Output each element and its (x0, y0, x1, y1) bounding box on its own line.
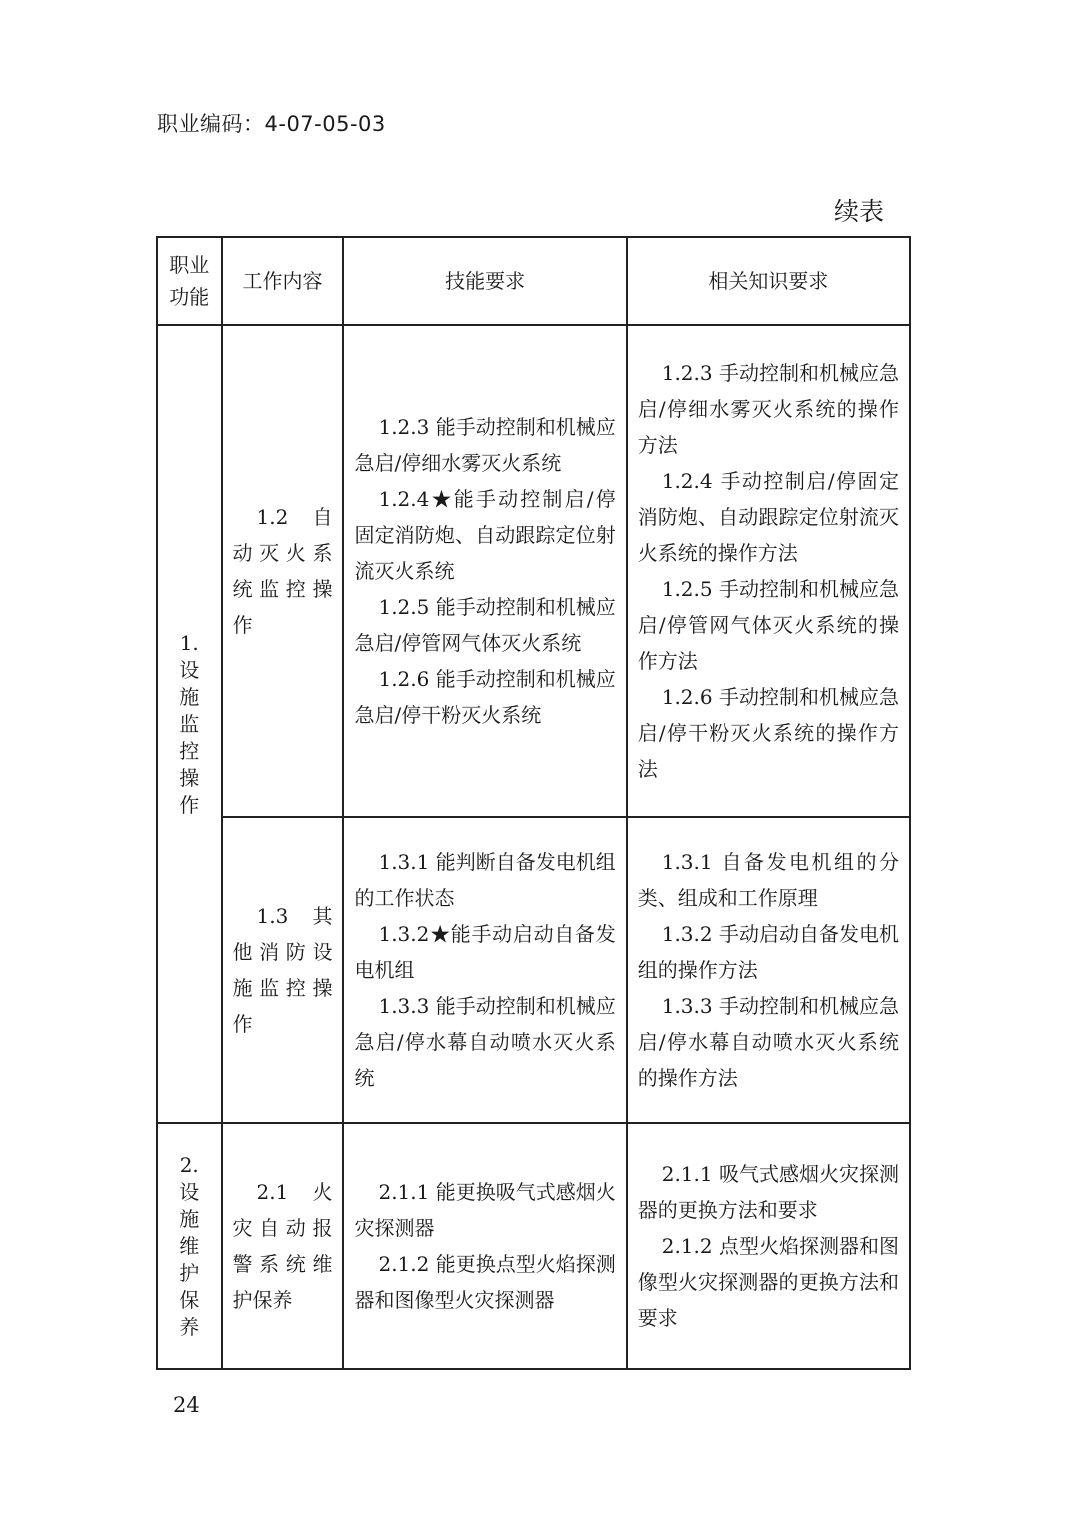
header-function (157, 237, 222, 325)
function-char: 监 (179, 711, 200, 736)
skill-item: 1.2.3 能手动控制和机械应急启/停细水雾灭火系统 (354, 415, 616, 475)
skill-table (156, 236, 911, 1370)
function-char: 操 (179, 765, 200, 790)
header-skills: 技能要求 (343, 237, 626, 325)
skill-item: 1.3.3 能手动控制和机械应急启/停水幕自动喷水灭火系统 (354, 994, 616, 1090)
function-char: 维 (179, 1233, 200, 1258)
function-char: 养 (179, 1314, 200, 1339)
skill-item: 1.2.5 能手动控制和机械应急启/停管网气体灭火系统 (354, 595, 616, 655)
skill-item: 1.2.6 能手动控制和机械应急启/停干粉灭火系统 (354, 667, 616, 727)
skill-item: 1.2.4★能手动控制启/停固定消防炮、自动跟踪定位射流灭火系统 (354, 487, 616, 583)
skills-cell (343, 817, 626, 1123)
content-cell (222, 325, 344, 817)
skill-item: 2.1.2 能更换点型火焰探测器和图像型火灾探测器 (354, 1252, 616, 1312)
function-char: 作 (179, 792, 200, 817)
function-char: 施 (179, 684, 200, 709)
content-text: 2.1 火灾自动报警系统维护保养 (232, 1180, 333, 1312)
function-cell-2 (157, 1123, 222, 1369)
header-content: 工作内容 (222, 237, 344, 325)
function-cell-1 (157, 325, 222, 1123)
knowledge-item: 1.3.1 自备发电机组的分类、组成和工作原理 (637, 850, 899, 910)
knowledge-cell (627, 817, 910, 1123)
knowledge-item: 2.1.2 点型火焰探测器和图像型火灾探测器的更换方法和要求 (637, 1234, 899, 1330)
content-cell (222, 1123, 344, 1369)
table-row (157, 1123, 910, 1369)
content-cell (222, 817, 344, 1123)
function-char: 控 (179, 738, 200, 763)
skills-cell (343, 325, 626, 817)
skills-cell (343, 1123, 626, 1369)
occupation-code: 职业编码：4-07-05-03 (157, 112, 386, 136)
content-text: 1.2 自动灭火系统监控操作 (232, 505, 333, 637)
continued-label: 续表 (834, 197, 885, 226)
knowledge-item: 1.2.4 手动控制启/停固定消防炮、自动跟踪定位射流灭火系统的操作方法 (637, 469, 899, 565)
knowledge-item: 2.1.1 吸气式感烟火灾探测器的更换方法和要求 (637, 1162, 899, 1222)
skill-item: 2.1.1 能更换吸气式感烟火灾探测器 (354, 1180, 616, 1240)
knowledge-item: 1.2.6 手动控制和机械应急启/停干粉灭火系统的操作方法 (637, 685, 899, 781)
knowledge-cell (627, 1123, 910, 1369)
skill-item: 1.3.1 能判断自备发电机组的工作状态 (354, 850, 616, 910)
table-row (157, 325, 910, 817)
knowledge-item: 1.2.3 手动控制和机械应急启/停细水雾灭火系统的操作方法 (637, 361, 899, 457)
knowledge-item: 1.3.2 手动启动自备发电机组的操作方法 (637, 922, 899, 982)
content-text: 1.3 其他消防设施监控操作 (232, 904, 333, 1036)
function-char: 施 (179, 1206, 200, 1231)
function-char: 设 (179, 657, 200, 682)
function-char: 设 (179, 1179, 200, 1204)
table-header-row (157, 237, 910, 325)
header-function-text: 职业功能 (169, 253, 210, 309)
knowledge-item: 1.2.5 手动控制和机械应急启/停管网气体灭火系统的操作方法 (637, 577, 899, 673)
function-num: 2. (179, 1152, 199, 1177)
page-number: 24 (173, 1393, 200, 1417)
knowledge-cell (627, 325, 910, 817)
function-char: 保 (179, 1287, 200, 1312)
table-row (157, 817, 910, 1123)
header-knowledge: 相关知识要求 (627, 237, 910, 325)
function-num: 1. (179, 630, 199, 655)
skill-item: 1.3.2★能手动启动自备发电机组 (354, 922, 616, 982)
function-char: 护 (179, 1260, 200, 1285)
knowledge-item: 1.3.3 手动控制和机械应急启/停水幕自动喷水灭火系统的操作方法 (637, 994, 899, 1090)
